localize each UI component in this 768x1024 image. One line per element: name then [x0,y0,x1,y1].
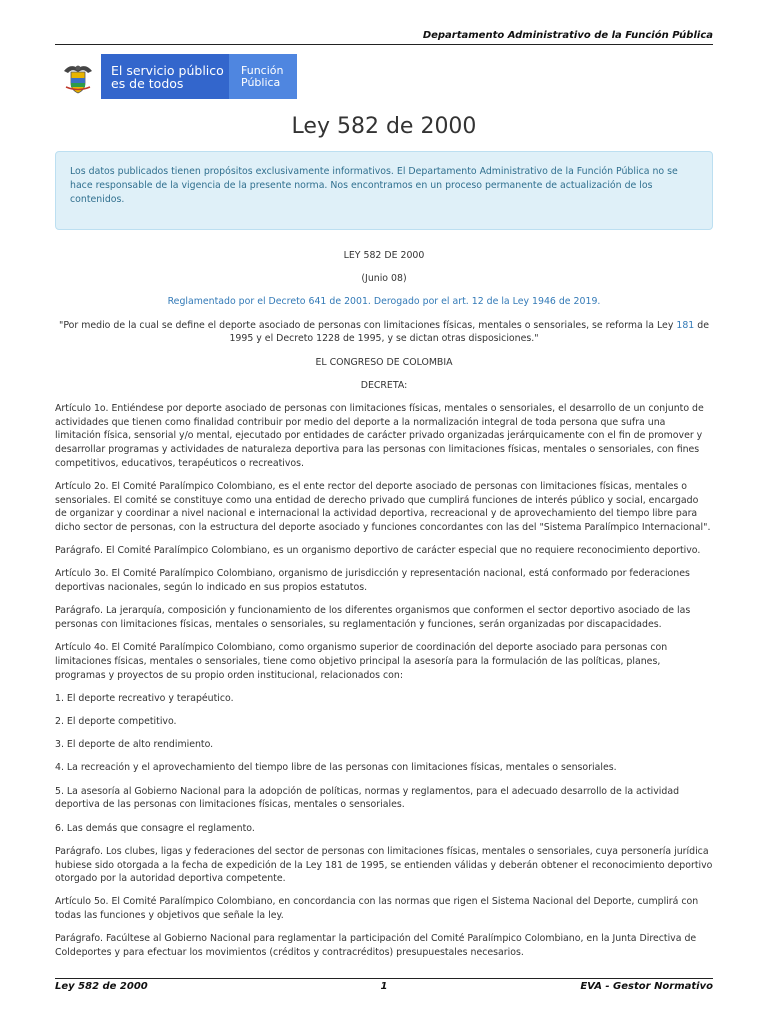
paragraph: Parágrafo. Los clubes, ligas y federaciones del sector de personas con limitaciones físicas, mentales o sensoriales, cuya personería jurídica hubiese sido otorgada a la fecha de expedición de la Ley 181 de 1995, se entienden válidas y deberán obtener el reconocimiento deportivo otorgado por la autoridad deportiva competente. [55,845,713,885]
logo[interactable] [55,54,297,99]
footer-rule [55,978,713,979]
paragraph: Artículo 2o. El Comité Paralímpico Colombiano, es el ente rector del deporte asociado de personas con limitaciones físicas, mentales o sensoriales. El comité se constituye como una entidad de derecho privado que cumplirá funciones de interés público y social, encargado de organizar y coordinar a nivel nacional e internacional la actividad deportiva, recreacional y de aprovechamiento del tiempo libre para dicho sector de personas, con la estructura del deporte asociado y funciones concordantes con las del "Sistema Paralímpico Internacional". [55,480,711,534]
law-heading: LEY 582 DE 2000 [343,250,425,261]
paragraph: Artículo 5o. El Comité Paralímpico Colombiano, en concordancia con las normas que rigen el Sistema Nacional del Deporte, cumplirá con todas las funciones y objetivos que señale la ley. [55,896,699,922]
reglamentado-link[interactable]: Reglamentado por el Decreto 641 de 2001. Derogado por el art. 12 de la Ley 1946 de 2019. [167,296,601,308]
paragraph: Artículo 1o. Entiéndese por deporte asociado de personas con limitaciones físicas, mentales o sensoriales, el desarrollo de un conjunto de actividades que tienen como finalidad contribuir por medio del deporte a la normalización integral de toda persona que sufra una limitación física, sensorial y/o mental, ejecutado por entidades de carácter privado organizadas jerárquicamente con el fin de promover y desarrollar programas y actividades de naturaleza deportiva para las personas con limitaciones físicas, mentales o sensoriales, con fines competitivos, educativos, terapéuticos o recreativos. [55,402,704,469]
header-rule [55,44,713,45]
disclaimer-notice: Los datos publicados tienen propósitos exclusivamente informativos. El Departamento Administrativo de la Función Pública no se hace responsable de la vigencia de la presente norma. Nos encontramos en un proceso permanente de actualización de los contenidos. [55,151,713,230]
list-item: 2. El deporte competitivo. [55,716,177,728]
list-item: 5. La asesoría al Gobierno Nacional para la adopción de políticas, normas y reglamentos, para el adecuado desarrollo de la actividad deportiva de las personas con limitaciones físicas, mentales o sensoriales. [55,785,680,811]
law-date: (Junio 08) [361,273,407,285]
colombia-coat-of-arms-icon [55,54,101,99]
congreso-heading: EL CONGRESO DE COLOMBIA [315,356,453,368]
law-epigraph [55,319,713,346]
logo-slogan-line2: es de todos [111,75,184,91]
paragraph: Parágrafo. Facúltese al Gobierno Nacional para reglamentar la participación del Comité Paralímpico Colombiano, en la Junta Directiva de Coldeportes y para efectuar los movimientos (créditos y contracréditos) presupuestales necesarios. [55,933,697,959]
logo-slogan-line1: El servicio público [111,62,224,78]
logo-fp-line2: Pública [241,75,281,89]
list-item: 3. El deporte de alto rendimiento. [55,739,214,751]
footer-law-name: Ley 582 de 2000 [55,981,148,992]
paragraph: Artículo 3o. El Comité Paralímpico Colombiano, organismo de jurisdicción y representación nacional, está conformado por federaciones deportivas nacionales, según lo indicado en sus propios estatutos. [55,568,690,594]
page-title: Ley 582 de 2000 [291,114,477,139]
document-body [55,249,713,969]
ley-181-link[interactable]: 181 [676,319,695,331]
header-org: Departamento Administrativo de la Función Pública [422,30,713,41]
list-item: 1. El deporte recreativo y terapéutico. [55,692,234,704]
decreta-heading: DECRETA: [360,379,408,391]
epigraph-text-a: "Por medio de la cual se define el deporte asociado de personas con limitaciones físicas, mentales o sensoriales, se reforma la Ley [59,319,677,331]
paragraph: Artículo 4o. El Comité Paralímpico Colombiano, como organismo superior de coordinación del deporte asociado para personas con limitaciones físicas, mentales o sensoriales, tiene como objetivo principal la asesoría para la formulación de las políticas, planes, programas y proyectos de su propio orden institucional, relacionados con: [55,642,668,681]
paragraph: Parágrafo. El Comité Paralímpico Colombiano, es un organismo deportivo de carácter especial que no requiere reconocimiento deportivo. [55,545,701,557]
list-item: 6. Las demás que consagre el reglamento. [55,822,255,834]
footer-app-name: EVA - Gestor Normativo [580,981,713,992]
footer-page-number: 1 [380,981,388,992]
epigraph-text-b: de 1995 y el Decreto 1228 de 1995, y se dictan otras disposiciones." [229,319,709,345]
list-item: 4. La recreación y el aprovechamiento del tiempo libre de las personas con limitaciones físicas, mentales o sensoriales. [55,762,617,774]
logo-fp-line1: Función [241,63,284,77]
paragraph: Parágrafo. La jerarquía, composición y funcionamiento de los diferentes organismos que conformen el sector deportivo asociado de las personas con limitaciones físicas, mentales o sensoriales, su reglamentación y funciones, serán organizadas por discapacidades. [55,605,691,631]
logo-funcion-publica [229,54,297,99]
logo-slogan [101,54,229,99]
